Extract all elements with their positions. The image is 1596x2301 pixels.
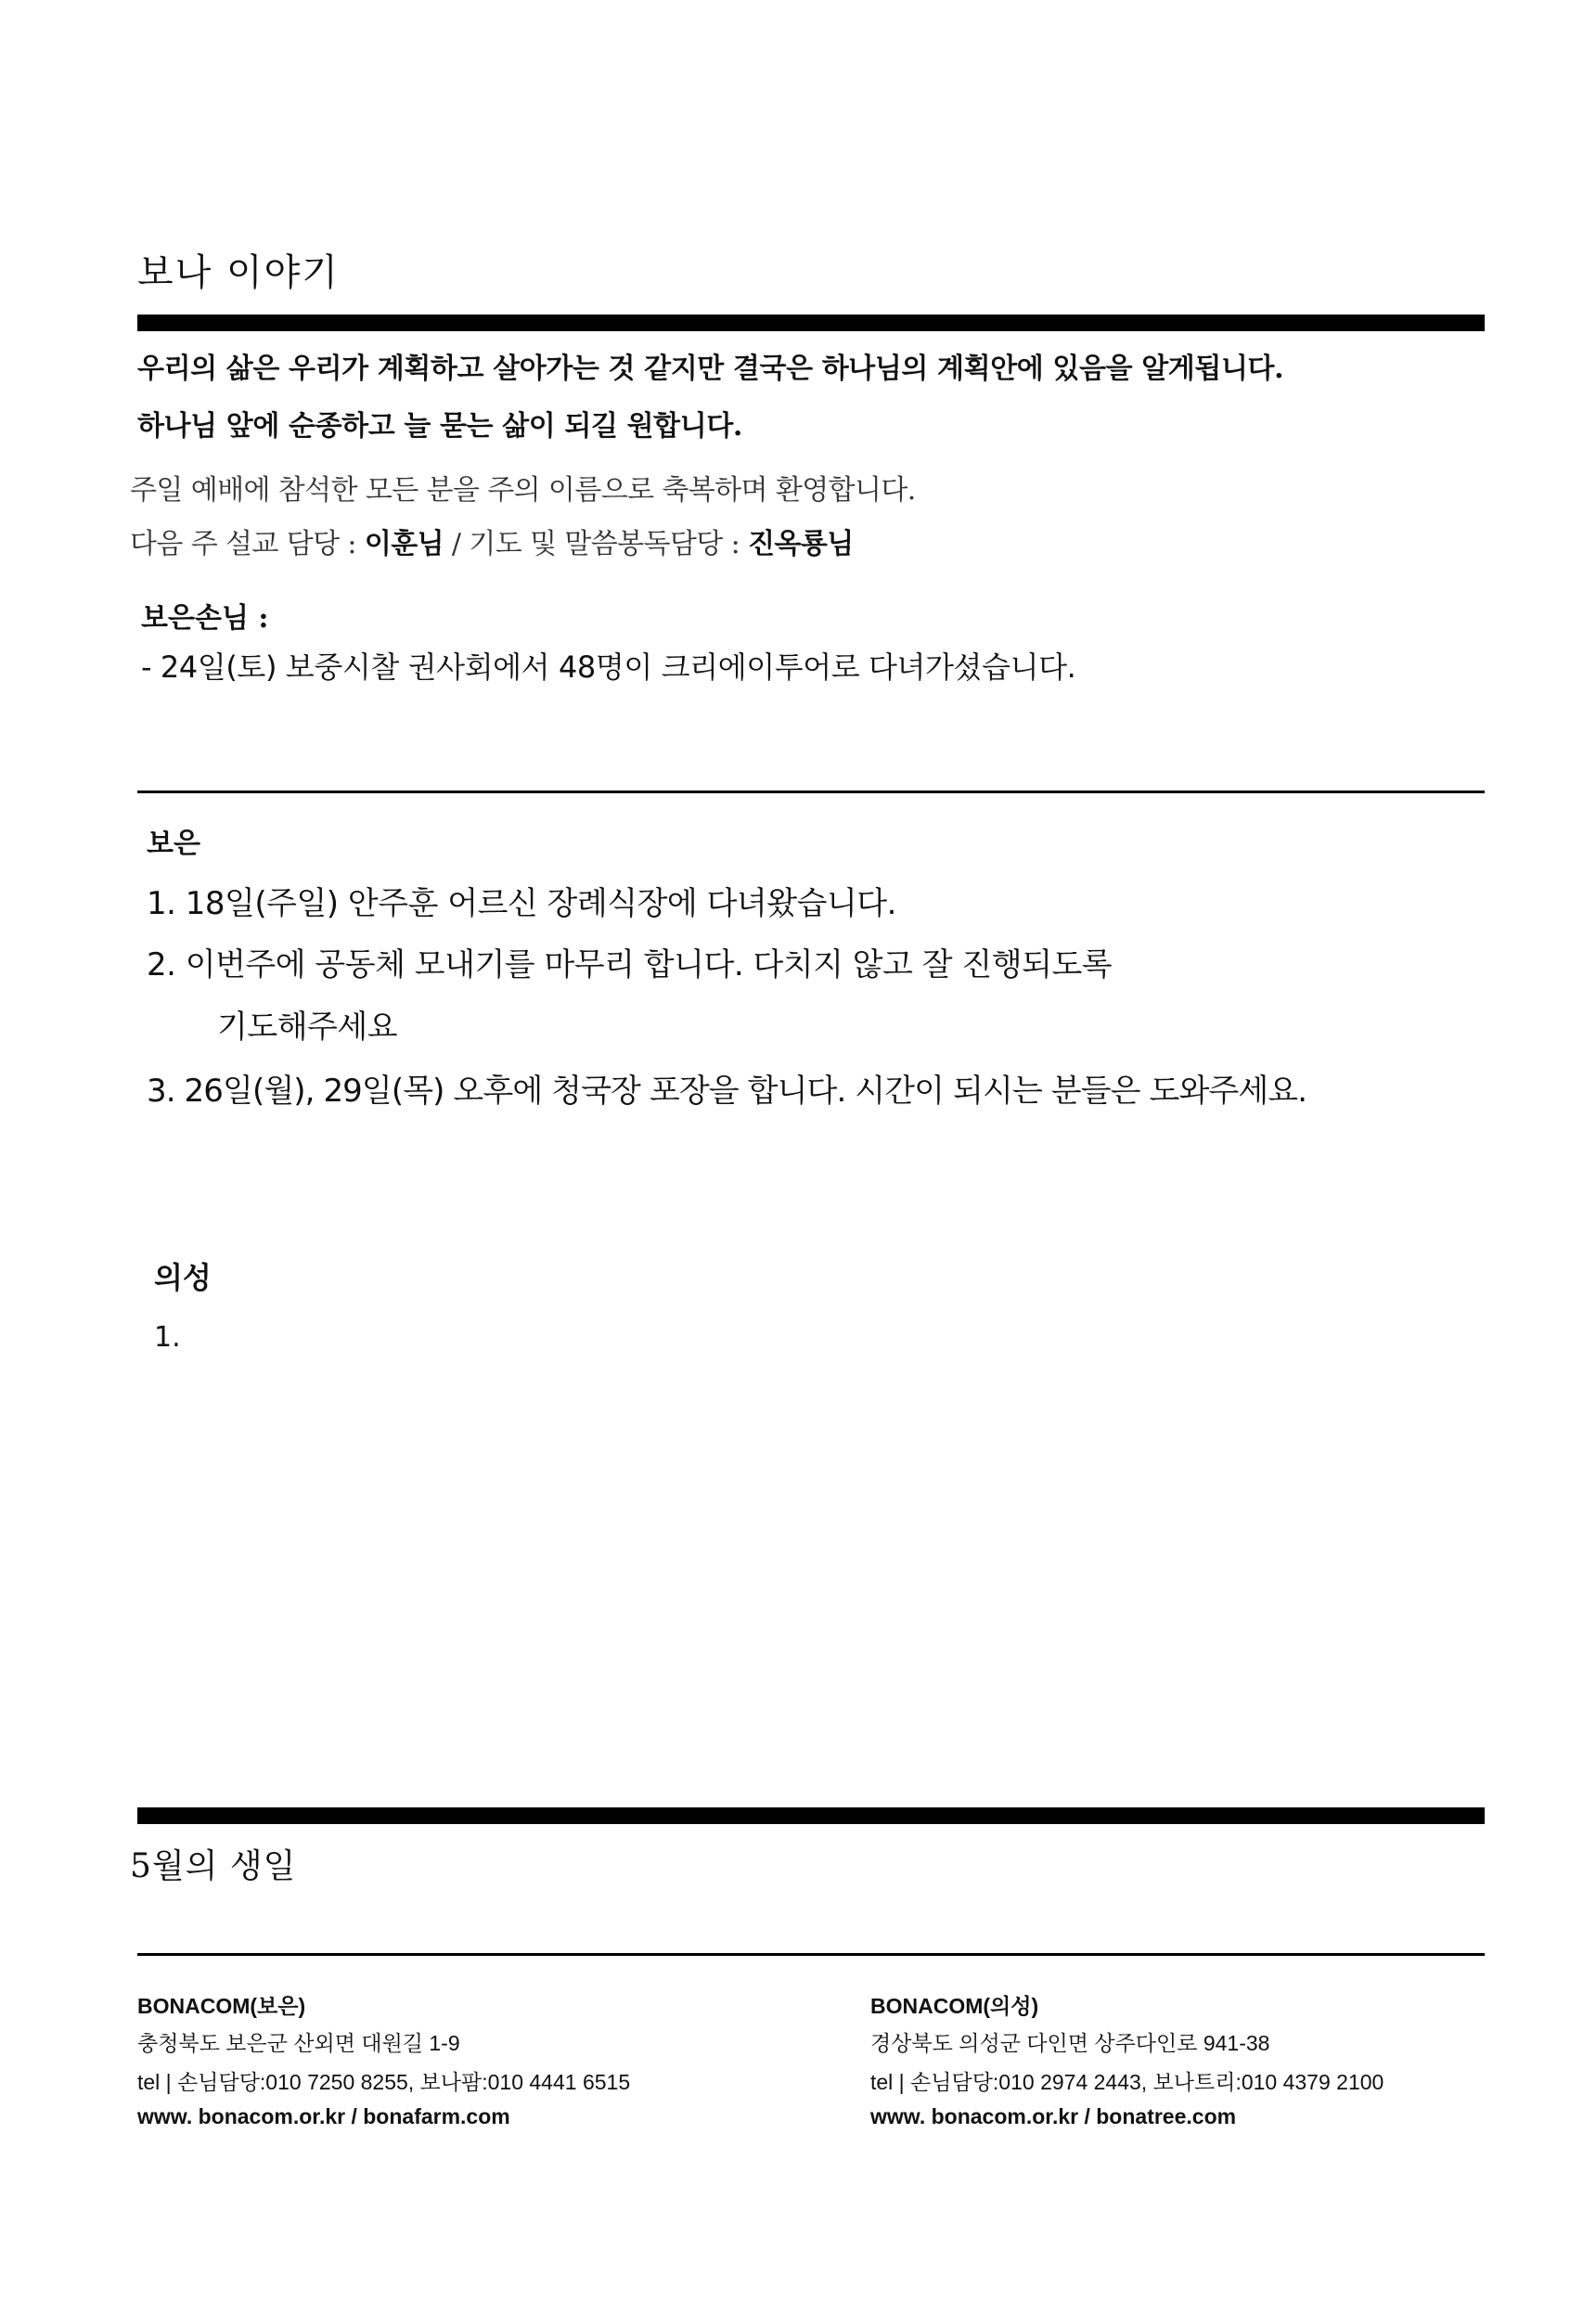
uiseong-item-1: 1. [154,1321,181,1354]
boeun-item-1: 1. 18일(주일) 안주훈 어르신 장례식장에 다녀왔습니다. [147,885,896,922]
section-divider [137,791,1485,793]
prayer-label: / 기도 및 말씀봉독담당 : [444,528,749,560]
birthday-title: 5월의 생일 [130,1847,297,1885]
footer-divider [137,1953,1485,1956]
footer-right-address: 경상북도 의성군 다인면 상주다인로 941-38 [870,2031,1270,2055]
page-title: 보나 이야기 [137,251,340,294]
header-rule [137,315,1485,331]
boeun-item-2: 2. 이번주에 공동체 모내기를 마무리 합니다. 다치지 않고 잘 진행되도록 [147,946,1113,983]
footer-left-web: www. bonacom.or.kr / bonafarm.com [137,2104,510,2128]
welcome-text: 주일 예배에 참석한 모든 분을 주의 이름으로 축복하며 환영합니다. [130,474,916,507]
preacher-name: 이훈님 [364,528,444,560]
footer-right-tel: tel | 손님담당:010 2974 2443, 보나트리:010 4379 2100 [870,2070,1384,2094]
uiseong-heading: 의성 [154,1260,212,1295]
footer-right-web: www. bonacom.or.kr / bonatree.com [870,2104,1237,2128]
birthday-rule [137,1807,1485,1824]
preacher-label: 다음 주 설교 담당 : [130,528,365,560]
footer-left-tel: tel | 손님담당:010 7250 8255, 보나팜:010 4441 6515 [137,2070,631,2094]
footer-left-address: 충청북도 보은군 산외면 대원길 1-9 [137,2031,460,2055]
guests-heading: 보은손님 : [141,602,269,635]
boeun-item-2-continued: 기도해주세요 [217,1009,398,1046]
footer-left-org: BONACOM(보은) [137,1994,306,2018]
prayer-leader-name: 진옥룡님 [748,528,854,560]
footer-right-org: BONACOM(의성) [870,1994,1039,2018]
next-week-line [130,521,854,561]
boeun-heading: 보은 [147,828,200,860]
intro-line-1: 우리의 삶은 우리가 계획하고 살아가는 것 같지만 결국은 하나님의 계획안에 있음을 알게됩니다. [137,353,1284,385]
boeun-item-3: 3. 26일(월), 29일(목) 오후에 청국장 포장을 합니다. 시간이 되시는 분들은 도와주세요. [147,1073,1307,1110]
guests-item: - 24일(토) 보중시찰 권사회에서 48명이 크리에이투어로 다녀가셨습니다. [141,649,1076,685]
intro-line-2: 하나님 앞에 순종하고 늘 묻는 삶이 되길 원합니다. [137,410,742,443]
